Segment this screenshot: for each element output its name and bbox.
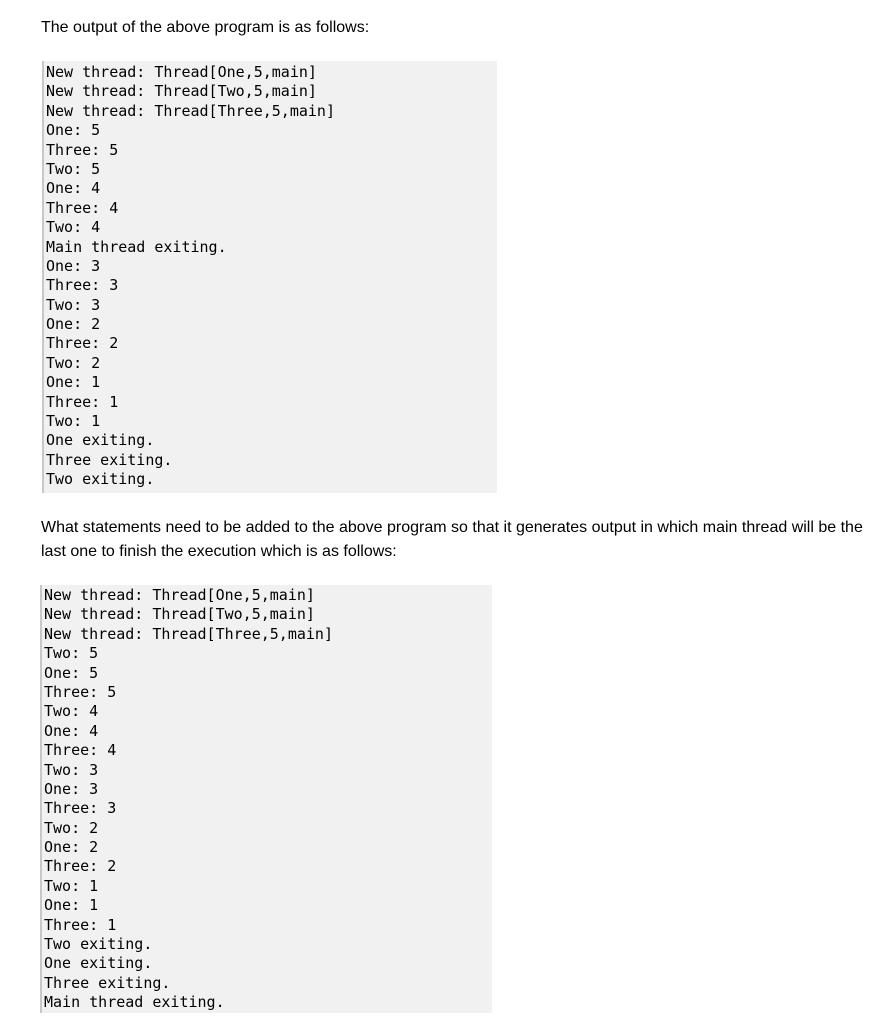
- code-line: Three: 3: [44, 799, 117, 818]
- code-line: Two: 2: [46, 353, 101, 372]
- code-line: New thread: Thread[One,5,main]: [46, 63, 317, 81]
- current-output-code-block: [42, 61, 497, 493]
- desired-output-code-block: [40, 585, 492, 1013]
- code-line: Three: 1: [44, 915, 117, 934]
- code-line: Three: 5: [46, 140, 119, 159]
- code-line: One: 4: [44, 721, 99, 740]
- code-line: Two exiting.: [46, 470, 155, 489]
- code-line: Three: 4: [46, 198, 119, 217]
- code-line: One: 3: [44, 779, 99, 798]
- code-line: One exiting.: [44, 954, 153, 973]
- code-line: Two: 2: [44, 818, 99, 837]
- code-line: Two: 5: [44, 644, 99, 663]
- code-line: Three: 3: [46, 276, 119, 295]
- code-line: New thread: Thread[Two,5,main]: [44, 605, 315, 624]
- code-line: One: 1: [44, 896, 99, 915]
- code-line: One: 1: [46, 373, 101, 392]
- code-line: New thread: Thread[Two,5,main]: [46, 82, 317, 101]
- intro-paragraph: The output of the above program is as follows:: [41, 19, 370, 36]
- code-line: One: 2: [46, 315, 101, 334]
- code-line: Main thread exiting.: [46, 237, 227, 256]
- code-line: One: 4: [46, 179, 101, 198]
- code-line: Two exiting.: [44, 935, 153, 954]
- code-line: New thread: Thread[One,5,main]: [44, 586, 315, 604]
- code-line: Main thread exiting.: [44, 993, 225, 1012]
- code-line: Three exiting.: [44, 973, 171, 992]
- code-line: Three: 1: [46, 392, 119, 411]
- code-line: One: 5: [44, 663, 99, 682]
- code-line: Three: 5: [44, 682, 117, 701]
- code-line: One: 3: [46, 256, 101, 275]
- code-line: Two: 4: [44, 702, 99, 721]
- code-line: One: 5: [46, 121, 101, 140]
- code-line: Two: 5: [46, 159, 101, 178]
- question-paragraph: What statements need to be added to the above program so that it generates output in which main thread will be the last one to finish the execution which is as follows:: [41, 519, 863, 560]
- code-line: Two: 1: [44, 876, 99, 895]
- code-line: Three: 2: [44, 857, 117, 876]
- code-line: Two: 3: [46, 295, 101, 314]
- code-line: One: 2: [44, 838, 99, 857]
- code-line: New thread: Thread[Three,5,main]: [46, 101, 335, 120]
- code-line: Three: 2: [46, 334, 119, 353]
- code-line: New thread: Thread[Three,5,main]: [44, 624, 333, 643]
- code-line: Three: 4: [44, 741, 117, 760]
- code-line: Two: 3: [44, 760, 99, 779]
- code-line: Two: 4: [46, 218, 101, 237]
- code-line: Two: 1: [46, 412, 101, 431]
- code-line: One exiting.: [46, 431, 155, 450]
- code-line: Three exiting.: [46, 450, 173, 469]
